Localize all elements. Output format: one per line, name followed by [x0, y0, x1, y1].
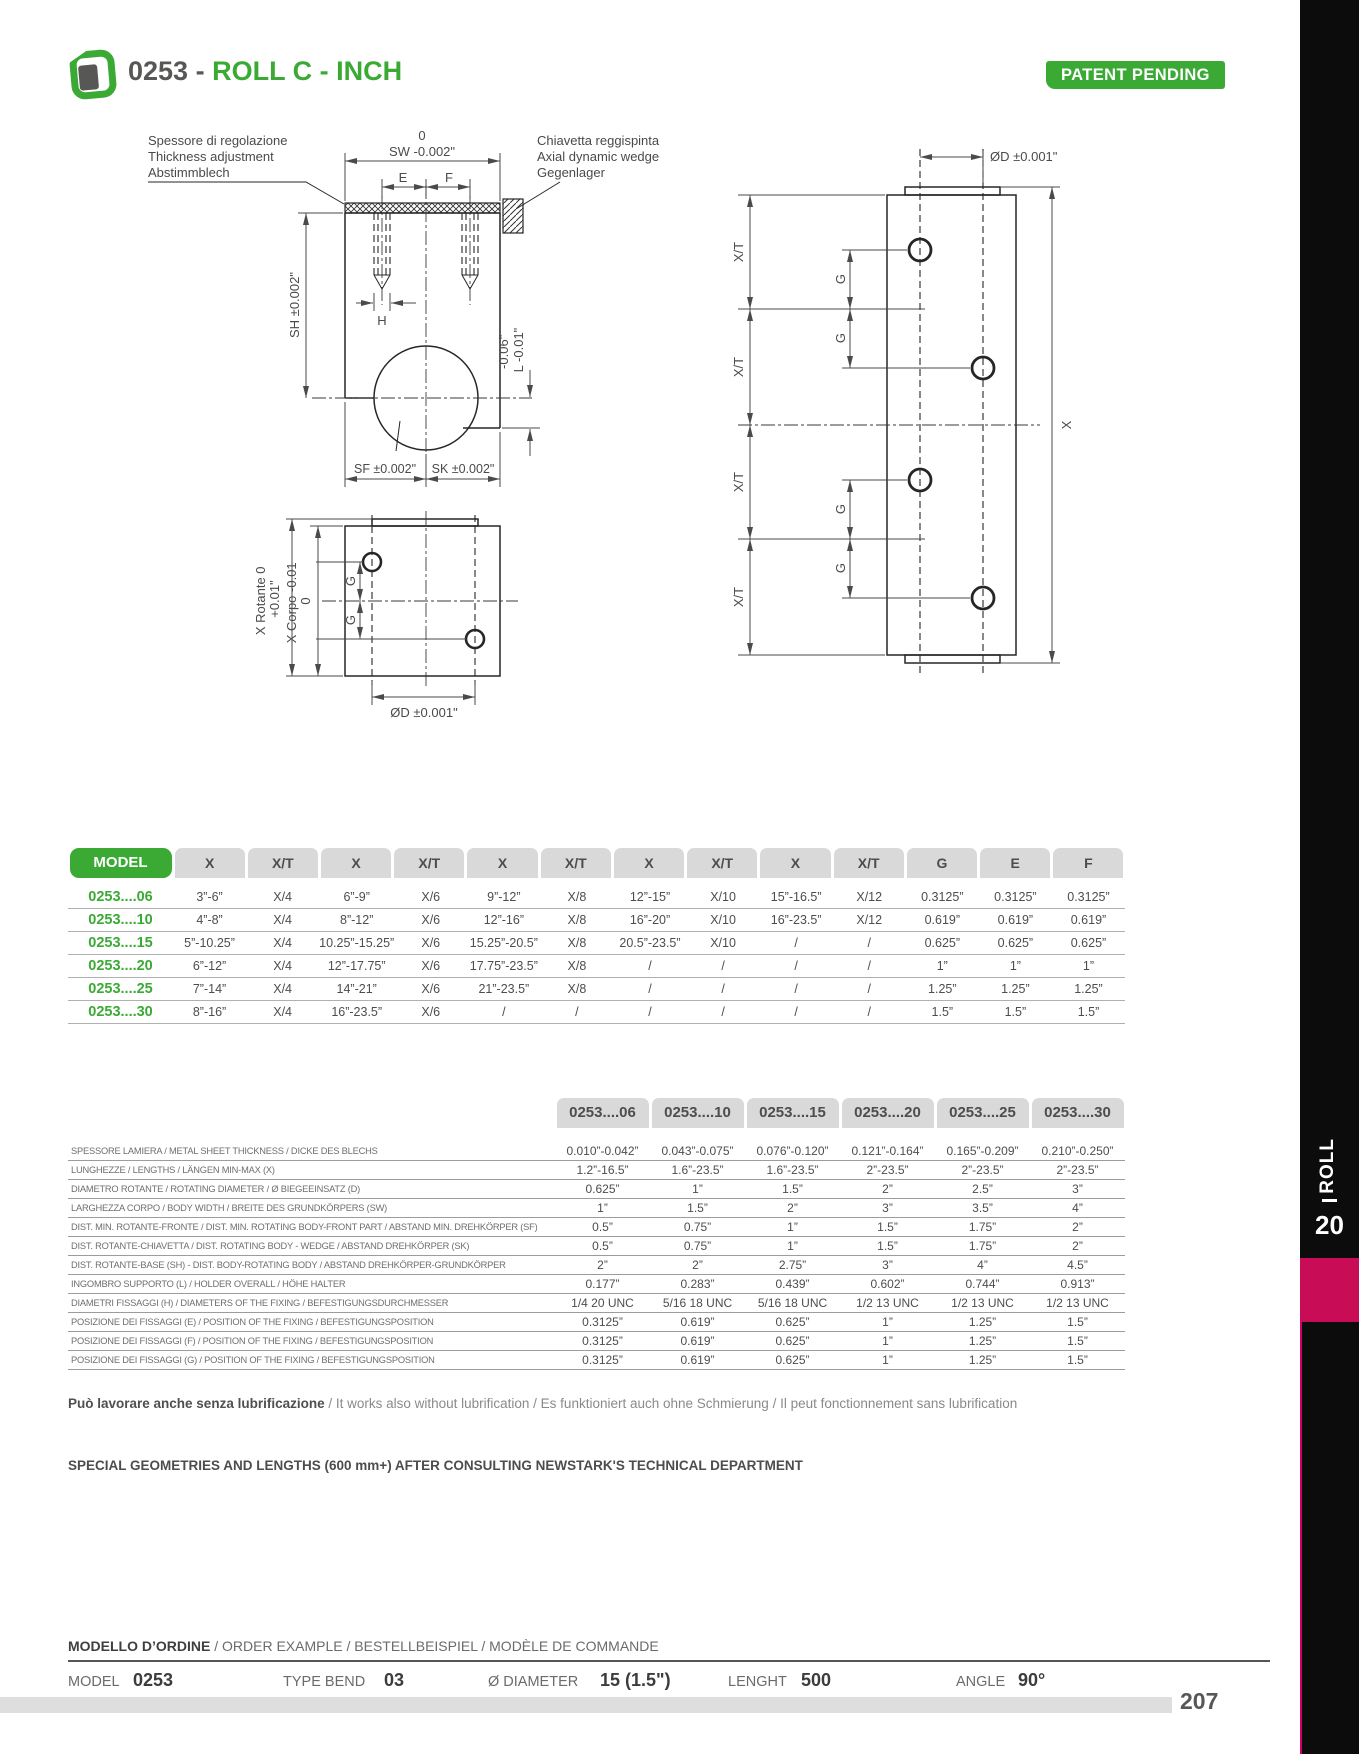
spec-table-header: [68, 1098, 1125, 1128]
spec-cell: 1”: [840, 1351, 935, 1370]
spec-cell: LARGHEZZA CORPO / BODY WIDTH / BREITE DES GRUNDKÖRPERS (SW): [68, 1199, 555, 1218]
model-range-cell: 20.5”-23.5”: [613, 932, 686, 955]
model-range-cell: 0.625”: [1052, 932, 1125, 955]
spec-cell: 1”: [555, 1199, 650, 1218]
svg-text:G: G: [833, 562, 848, 574]
spec-cell: 1.75”: [935, 1218, 1030, 1237]
model-range-cell: 21”-23.5”: [467, 978, 540, 1001]
model-range-cell: 1”: [906, 955, 979, 978]
model-range-cell: 8”-16”: [173, 1001, 246, 1024]
model-range-cell: 0.619”: [906, 909, 979, 932]
model-range-cell: 0.625”: [979, 932, 1052, 955]
svg-text:G: G: [833, 273, 848, 285]
spec-cell: 1”: [840, 1313, 935, 1332]
order-example-heading: [68, 1638, 659, 1654]
svg-text:X Corpo -0.01 0: X Corpo -0.01 0: [284, 562, 313, 644]
spec-cell: 0.177”: [555, 1275, 650, 1294]
order-lenght-label: LENGHT: [728, 1674, 787, 1690]
model-range-cell: X/8: [540, 932, 613, 955]
spec-cell: 0.75”: [650, 1237, 745, 1256]
spec-cell: 1”: [745, 1218, 840, 1237]
spec-cell: 1”: [650, 1180, 745, 1199]
model-range-cell: 1.25”: [979, 978, 1052, 1001]
spec-cell: 2”: [745, 1199, 840, 1218]
spec-cell: 3”: [840, 1256, 935, 1275]
model-range-cell: 0253....20: [68, 955, 173, 978]
wedge-callout-label: Chiavetta reggispinta Axial dynamic wedge Gegenlager: [537, 133, 660, 180]
model-range-cell: 15”-16.5”: [760, 886, 833, 909]
model-range-cell: 1”: [979, 955, 1052, 978]
spec-cell: 2”: [1030, 1237, 1125, 1256]
svg-text:ØD ±0.001": ØD ±0.001": [390, 705, 458, 720]
spec-cell: 1.2”-16.5”: [555, 1161, 650, 1180]
spec-cell: 0.913”: [1030, 1275, 1125, 1294]
model-range-header-cell: X/T: [394, 848, 464, 878]
svg-text:0: 0: [418, 128, 426, 143]
shim-callout-label: Spessore di regolazione Thickness adjustment Abstimmblech: [148, 133, 288, 180]
spec-cell: 1”: [745, 1237, 840, 1256]
svg-text:X/T: X/T: [731, 586, 746, 608]
dim-l: [496, 327, 540, 456]
order-model-label: MODEL: [68, 1674, 120, 1690]
svg-text:G: G: [343, 614, 358, 626]
spec-cell: LUNGHEZZE / LENGTHS / LÄNGEN MIN-MAX (X): [68, 1161, 555, 1180]
spec-cell: 0.602”: [840, 1275, 935, 1294]
spec-cell: 1.75”: [935, 1237, 1030, 1256]
model-range-cell: /: [613, 955, 686, 978]
model-range-cell: X/8: [540, 909, 613, 932]
spec-cell: 0.165”-0.209”: [935, 1142, 1030, 1161]
model-range-header-cell: X: [467, 848, 537, 878]
model-range-cell: X/4: [246, 978, 319, 1001]
order-angle-label: ANGLE: [956, 1674, 1006, 1690]
side-tab-accent-edge: [1300, 1322, 1302, 1754]
spec-cell: 0.3125”: [555, 1332, 650, 1351]
model-range-cell: X/4: [246, 932, 319, 955]
page-title-code: 0253 -: [128, 56, 205, 86]
model-range-header-cell: X: [760, 848, 830, 878]
spec-cell: 2”-23.5”: [1030, 1161, 1125, 1180]
model-range-cell: 1.25”: [1052, 978, 1125, 1001]
adjustment-shim: [345, 203, 500, 213]
svg-text:X Rotante 0 +0.01": X Rotante 0 +0.01": [253, 566, 282, 636]
model-range-cell: 7”-14”: [173, 978, 246, 1001]
dim-g-chain: [833, 250, 970, 598]
spec-cell: SPESSORE LAMIERA / METAL SHEET THICKNESS / DICKE DES BLECHS: [68, 1142, 555, 1161]
spec-cell: 2”: [840, 1180, 935, 1199]
model-range-cell: 12”-17.75”: [319, 955, 394, 978]
svg-text:SH ±0.002": SH ±0.002": [287, 272, 302, 338]
order-angle-value: 90°: [1018, 1670, 1046, 1690]
spec-cell: POSIZIONE DEI FISSAGGI (G) / POSITION OF THE FIXING / BEFESTIGUNGSPOSITION: [68, 1351, 555, 1370]
spec-cell: 3”: [1030, 1180, 1125, 1199]
model-range-table-body: [68, 886, 1125, 1024]
model-range-cell: 12”-15”: [613, 886, 686, 909]
svg-text:G: G: [833, 332, 848, 344]
model-range-cell: 6”-9”: [319, 886, 394, 909]
dim-od-top: [920, 149, 1058, 183]
side-tab-accent-block: [1300, 1258, 1359, 1322]
spec-cell: 1.5”: [1030, 1313, 1125, 1332]
spec-cell: 1”: [840, 1332, 935, 1351]
spec-cell: 1.25”: [935, 1351, 1030, 1370]
svg-text:X/T: X/T: [731, 471, 746, 493]
model-range-cell: 1.5”: [906, 1001, 979, 1024]
model-range-cell: 0.3125”: [1052, 886, 1125, 909]
svg-text:G: G: [343, 575, 358, 587]
model-range-cell: 14”-21”: [319, 978, 394, 1001]
spec-cell: 0.043”-0.075”: [650, 1142, 745, 1161]
side-tab-section-label: ROLL: [1317, 1138, 1338, 1194]
spec-cell: 1/2 13 UNC: [840, 1294, 935, 1313]
model-range-cell: /: [467, 1001, 540, 1024]
model-range-cell: 4”-8”: [173, 909, 246, 932]
model-range-cell: 12”-16”: [467, 909, 540, 932]
spec-cell: 0.439”: [745, 1275, 840, 1294]
model-range-cell: X/8: [540, 886, 613, 909]
model-range-header-cell: G: [907, 848, 977, 878]
model-range-header-cell: X/T: [687, 848, 757, 878]
model-range-header-cell: X/T: [834, 848, 904, 878]
order-diameter-value: 15 (1.5"): [600, 1670, 671, 1690]
order-diameter-label: Ø DIAMETER: [488, 1674, 579, 1690]
spec-cell: 1.5”: [840, 1218, 935, 1237]
model-range-cell: 6”-12”: [173, 955, 246, 978]
order-example-heading-bold: MODELLO D’ORDINE: [68, 1638, 211, 1654]
lubrication-note-bold: Può lavorare anche senza lubrificazione: [68, 1396, 325, 1411]
page-title-name: ROLL C - INCH: [212, 56, 403, 86]
dim-sw: [345, 128, 500, 201]
model-range-cell: /: [833, 932, 906, 955]
model-range-cell: X/10: [687, 886, 760, 909]
spec-cell: 2”: [650, 1256, 745, 1275]
side-tab-divider: [1322, 1199, 1337, 1202]
model-range-cell: 5”-10.25”: [173, 932, 246, 955]
spec-cell: 1.5”: [650, 1199, 745, 1218]
model-range-cell: X/4: [246, 886, 319, 909]
model-range-cell: /: [613, 978, 686, 1001]
model-range-cell: 1.5”: [1052, 1001, 1125, 1024]
model-range-cell: /: [833, 955, 906, 978]
model-range-cell: 0253....30: [68, 1001, 173, 1024]
model-range-cell: 0.619”: [979, 909, 1052, 932]
model-range-cell: X/4: [246, 1001, 319, 1024]
model-range-cell: X/6: [394, 886, 467, 909]
spec-cell: 3.5”: [935, 1199, 1030, 1218]
spec-cell: 1/2 13 UNC: [935, 1294, 1030, 1313]
spec-cell: 0.625”: [745, 1332, 840, 1351]
spec-table: [68, 1098, 1125, 1370]
side-plate-outline: [738, 149, 1040, 673]
model-range-cell: X/10: [687, 909, 760, 932]
spec-cell: 0.619”: [650, 1313, 745, 1332]
spec-cell: 0.744”: [935, 1275, 1030, 1294]
spec-cell: POSIZIONE DEI FISSAGGI (E) / POSITION OF THE FIXING / BEFESTIGUNGSPOSITION: [68, 1313, 555, 1332]
model-range-cell: 15.25”-20.5”: [467, 932, 540, 955]
spec-cell: 0.5”: [555, 1218, 650, 1237]
spec-cell: 1.5”: [840, 1237, 935, 1256]
model-range-cell: 0253....15: [68, 932, 173, 955]
plan-view: [253, 511, 518, 720]
spec-cell: 1.25”: [935, 1332, 1030, 1351]
order-typebend-label: TYPE BEND: [283, 1674, 366, 1690]
model-range-cell: /: [833, 978, 906, 1001]
spec-cell: 0.625”: [745, 1351, 840, 1370]
spec-cell: 0.75”: [650, 1218, 745, 1237]
model-range-cell: 16”-20”: [613, 909, 686, 932]
order-example-heading-rest: / ORDER EXAMPLE / BESTELLBEISPIEL / MODÈLE DE COMMANDE: [210, 1638, 659, 1654]
page-title: [128, 56, 402, 87]
svg-text:X/T: X/T: [731, 241, 746, 263]
lubrication-note-rest: / It works also without lubrification / Es funktioniert auch ohne Schmierung / Il peut fonctionnement sans lubrification: [324, 1396, 1018, 1411]
model-range-header-cell: MODEL: [70, 848, 172, 878]
front-and-plan-view-drawing: [60, 125, 700, 725]
model-range-cell: 8”-12”: [319, 909, 394, 932]
model-range-cell: /: [760, 932, 833, 955]
model-range-cell: 3”-6”: [173, 886, 246, 909]
spec-cell: DIAMETRO ROTANTE / ROTATING DIAMETER / Ø BIEGEEINSATZ (D): [68, 1180, 555, 1199]
dim-h: [356, 293, 416, 328]
model-range-cell: 0253....10: [68, 909, 173, 932]
spec-cell: 0.5”: [555, 1237, 650, 1256]
model-range-cell: X/6: [394, 955, 467, 978]
shim-leader-line: [148, 182, 344, 204]
model-range-header-cell: E: [980, 848, 1050, 878]
spec-cell: 0.010”-0.042”: [555, 1142, 650, 1161]
model-range-cell: X/12: [833, 886, 906, 909]
spec-cell: 2”: [1030, 1218, 1125, 1237]
spec-cell: DIST. ROTANTE-BASE (SH) - DIST. BODY-ROTATING BODY / ABSTAND DREHKÖRPER-GRUNDKÖRPER: [68, 1256, 555, 1275]
model-range-cell: 0.619”: [1052, 909, 1125, 932]
spec-cell: 0.3125”: [555, 1351, 650, 1370]
model-range-table-header: [68, 848, 1125, 878]
order-example-rule: [68, 1660, 1270, 1662]
spec-cell: 0.076”-0.120”: [745, 1142, 840, 1161]
spec-cell: POSIZIONE DEI FISSAGGI (F) / POSITION OF THE FIXING / BEFESTIGUNGSPOSITION: [68, 1332, 555, 1351]
model-range-cell: X/10: [687, 932, 760, 955]
svg-text:SF ±0.002": SF ±0.002": [353, 462, 417, 476]
model-range-header-cell: X/T: [541, 848, 611, 878]
order-lenght-value: 500: [801, 1670, 832, 1690]
side-tab-chapter-number: 20: [1315, 1210, 1344, 1240]
model-range-cell: X/12: [833, 909, 906, 932]
model-range-cell: 1.25”: [906, 978, 979, 1001]
model-range-cell: X/6: [394, 909, 467, 932]
spec-header-cell: [70, 1098, 554, 1128]
model-range-cell: /: [760, 1001, 833, 1024]
model-range-cell: X/6: [394, 1001, 467, 1024]
spec-cell: 0.625”: [745, 1313, 840, 1332]
spec-cell: 1.25”: [935, 1313, 1030, 1332]
model-range-cell: /: [687, 978, 760, 1001]
model-range-cell: 9”-12”: [467, 886, 540, 909]
spec-cell: 3”: [840, 1199, 935, 1218]
side-tab-bar: [1300, 0, 1359, 1754]
spec-cell: 1/2 13 UNC: [1030, 1294, 1125, 1313]
spec-cell: DIAMETRI FISSAGGI (H) / DIAMETERS OF THE FIXING / BEFESTIGUNGSDURCHMESSER: [68, 1294, 555, 1313]
spec-cell: 2”-23.5”: [840, 1161, 935, 1180]
model-range-cell: 0253....25: [68, 978, 173, 1001]
model-range-cell: /: [833, 1001, 906, 1024]
spec-cell: 2”-23.5”: [935, 1161, 1030, 1180]
model-range-cell: /: [613, 1001, 686, 1024]
side-view-drawing: [690, 135, 1120, 680]
spec-cell: 2.75”: [745, 1256, 840, 1275]
spec-header-cell: 0253....30: [1032, 1098, 1124, 1128]
svg-text:E: E: [398, 170, 408, 185]
spec-cell: 4”: [1030, 1199, 1125, 1218]
svg-text:H: H: [377, 313, 387, 328]
model-range-cell: /: [687, 955, 760, 978]
spec-cell: 1.6”-23.5”: [650, 1161, 745, 1180]
page-number: 207: [1180, 1688, 1219, 1714]
spec-cell: DIST. MIN. ROTANTE-FRONTE / DIST. MIN. ROTATING BODY-FRONT PART / ABSTAND MIN. DREHKÖRPER (SF): [68, 1218, 555, 1237]
spec-header-cell: 0253....20: [842, 1098, 934, 1128]
svg-text:G: G: [833, 503, 848, 515]
footer-bar: [0, 1697, 1172, 1713]
model-range-cell: X/6: [394, 932, 467, 955]
spec-cell: 0.3125”: [555, 1313, 650, 1332]
model-range-header-cell: X/T: [248, 848, 318, 878]
spec-cell: 0.283”: [650, 1275, 745, 1294]
spec-cell: 0.619”: [650, 1332, 745, 1351]
spec-cell: 5/16 18 UNC: [650, 1294, 745, 1313]
dim-sh: [287, 213, 343, 398]
model-range-header-cell: X: [321, 848, 391, 878]
model-range-cell: 10.25”-15.25”: [319, 932, 394, 955]
model-range-cell: X/8: [540, 978, 613, 1001]
spec-cell: 0.210”-0.250”: [1030, 1142, 1125, 1161]
svg-text:X: X: [1059, 420, 1074, 430]
model-range-cell: /: [540, 1001, 613, 1024]
spec-cell: 1.5”: [745, 1180, 840, 1199]
model-range-cell: 0.3125”: [906, 886, 979, 909]
spec-table-body: [68, 1142, 1125, 1370]
lubrication-note: [68, 1396, 1128, 1411]
model-range-cell: X/4: [246, 955, 319, 978]
model-range-cell: X/4: [246, 909, 319, 932]
spec-cell: 0.121”-0.164”: [840, 1142, 935, 1161]
spec-cell: 5/16 18 UNC: [745, 1294, 840, 1313]
model-range-cell: X/8: [540, 955, 613, 978]
model-range-cell: /: [760, 978, 833, 1001]
spec-header-cell: 0253....25: [937, 1098, 1029, 1128]
svg-text:X/T: X/T: [731, 356, 746, 378]
model-range-cell: 16”-23.5”: [760, 909, 833, 932]
spec-cell: 4”: [935, 1256, 1030, 1275]
spec-cell: 0.619”: [650, 1351, 745, 1370]
body-outline: [345, 213, 500, 451]
spec-cell: 2.5”: [935, 1180, 1030, 1199]
spec-cell: INGOMBRO SUPPORTO (L) / HOLDER OVERALL / HÖHE HALTER: [68, 1275, 555, 1294]
svg-text:SW -0.002": SW -0.002": [388, 144, 456, 159]
spec-cell: DIST. ROTANTE-CHIAVETTA / DIST. ROTATING BODY - WEDGE / ABSTAND DREHKÖRPER (SK): [68, 1237, 555, 1256]
order-example-row: [68, 1670, 1168, 1696]
special-geometries-note: SPECIAL GEOMETRIES AND LENGTHS (600 mm+) AFTER CONSULTING NEWSTARK'S TECHNICAL DEPARTMENT: [68, 1458, 803, 1473]
spec-header-cell: 0253....15: [747, 1098, 839, 1128]
model-range-cell: 0253....06: [68, 886, 173, 909]
order-typebend-value: 03: [384, 1670, 405, 1690]
model-range-cell: 16”-23.5”: [319, 1001, 394, 1024]
model-range-table: [68, 848, 1125, 1024]
model-range-cell: 1.5”: [979, 1001, 1052, 1024]
model-range-cell: /: [687, 1001, 760, 1024]
spec-header-cell: 0253....10: [652, 1098, 744, 1128]
model-range-cell: 0.3125”: [979, 886, 1052, 909]
model-range-cell: X/6: [394, 978, 467, 1001]
model-range-header-cell: X: [175, 848, 245, 878]
model-range-cell: /: [760, 955, 833, 978]
model-range-cell: 0.625”: [906, 932, 979, 955]
axial-wedge: [503, 199, 523, 233]
model-range-cell: 17.75”-23.5”: [467, 955, 540, 978]
spec-header-cell: 0253....06: [557, 1098, 649, 1128]
spec-cell: 1.6”-23.5”: [745, 1161, 840, 1180]
spec-cell: 2”: [555, 1256, 650, 1275]
model-range-cell: 1”: [1052, 955, 1125, 978]
patent-pending-badge: PATENT PENDING: [1046, 61, 1225, 89]
brand-logo-icon: [66, 48, 118, 100]
model-range-header-cell: F: [1053, 848, 1123, 878]
model-range-header-cell: X: [614, 848, 684, 878]
spec-cell: 4.5”: [1030, 1256, 1125, 1275]
svg-text:ØD ±0.001": ØD ±0.001": [990, 149, 1058, 164]
spec-cell: 1.5”: [1030, 1351, 1125, 1370]
svg-text:F: F: [445, 170, 453, 185]
dim-sf-sk: [345, 402, 500, 487]
order-model-value: 0253: [133, 1670, 174, 1690]
spec-cell: 0.625”: [555, 1180, 650, 1199]
spec-cell: 1/4 20 UNC: [555, 1294, 650, 1313]
spec-cell: 1.5”: [1030, 1332, 1125, 1351]
svg-text:-0.06" L -0.01": -0.06" L -0.01": [496, 327, 526, 373]
svg-text:SK ±0.002": SK ±0.002": [431, 462, 495, 476]
